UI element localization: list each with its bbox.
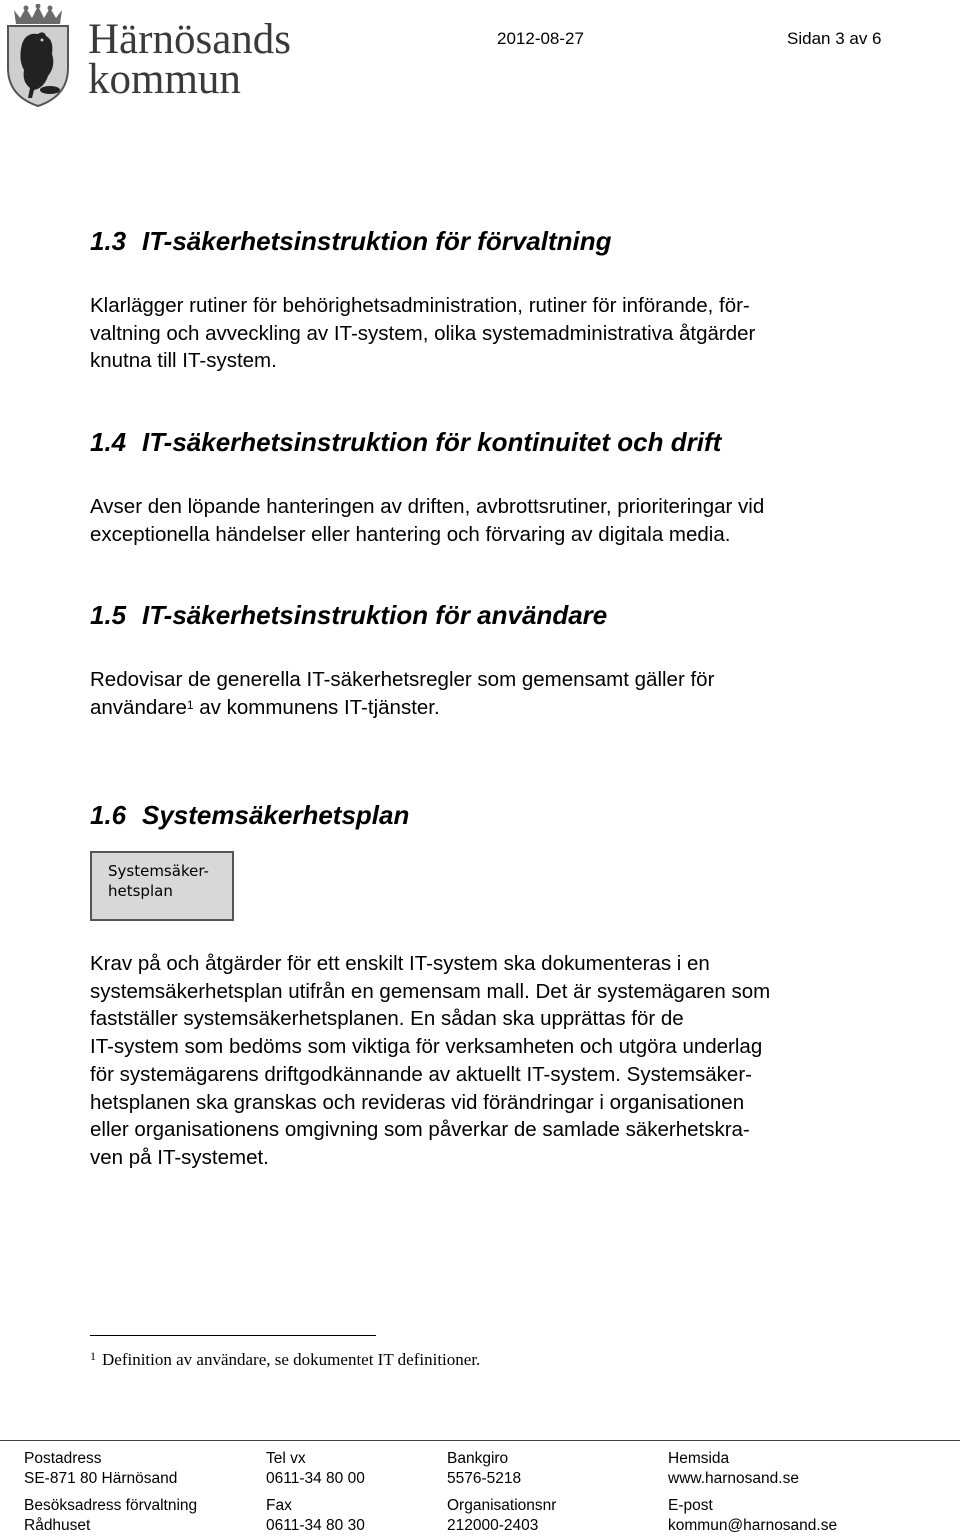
paragraph-line: eller organisationens omgivning som påverkar de samlade säkerhetskra- (90, 1118, 750, 1142)
paragraph-line: knutna till IT-system. (90, 349, 277, 373)
section-paragraph-1-6 (90, 950, 770, 1172)
coat-of-arms-icon (4, 4, 72, 108)
footnote-separator (90, 1335, 376, 1336)
paragraph-line: Klarlägger rutiner för behörighetsadministration, rutiner för införande, för- (90, 294, 750, 317)
footer-column-postal (24, 1449, 197, 1536)
footer-label: Hemsida (668, 1450, 730, 1467)
box-label-line: hetsplan (108, 882, 173, 900)
section-title: IT-säkerhetsinstruktion för användare (142, 600, 608, 630)
paragraph-text: användare (90, 695, 187, 719)
section-paragraph-1-4 (90, 493, 764, 548)
page-number: Sidan 3 av 6 (787, 29, 882, 48)
footnote-text: Definition av användare, se dokumentet IT definitioner. (102, 1350, 481, 1369)
footer-label: Postadress (24, 1450, 102, 1467)
document-date: 2012-08-27 (497, 29, 584, 48)
paragraph-line: Redovisar de generella IT-säkerhetsregler som gemensamt gäller för (90, 668, 715, 691)
footer-website-link[interactable]: www.harnosand.se (668, 1470, 799, 1487)
paragraph-line: ven på IT-systemet. (90, 1145, 269, 1169)
footer-label: Tel vx (266, 1450, 306, 1467)
section-number: 1.5 (90, 600, 127, 630)
footer-column-phone (266, 1449, 365, 1536)
footer-value: 0611-34 80 30 (266, 1517, 365, 1534)
section-title: Systemsäkerhetsplan (142, 800, 410, 830)
section-heading-1-3 (90, 226, 612, 257)
section-heading-1-6 (90, 800, 409, 831)
footer-label: Bankgiro (447, 1450, 509, 1467)
section-paragraph-1-5 (90, 666, 714, 721)
paragraph-line: för systemägarens driftgodkännande av aktuellt IT-system. Systemsäker- (90, 1062, 752, 1086)
section-heading-1-5 (90, 600, 607, 631)
footer-label: Besöksadress förvaltning (24, 1497, 198, 1514)
section-number: 1.3 (90, 226, 127, 256)
section-title: IT-säkerhetsinstruktion för förvaltning (142, 226, 612, 256)
footnote-reference[interactable]: 1 (186, 697, 194, 712)
organization-name (88, 16, 292, 103)
organization-name-line1: Härnösands (88, 16, 292, 63)
section-title: IT-säkerhetsinstruktion för kontinuitet och drift (142, 427, 722, 457)
paragraph-line: valtning och avveckling av IT-system, olika systemadministrativa åtgärder (90, 321, 756, 345)
paragraph-line: Avser den löpande hanteringen av driften, avbrottsrutiner, prioriteringar vid (90, 495, 765, 518)
section-number: 1.4 (90, 427, 127, 457)
section-paragraph-1-3 (90, 292, 755, 375)
footer-column-bank (447, 1449, 556, 1536)
footer-value: SE-871 80 Härnösand (24, 1470, 178, 1487)
paragraph-line: Krav på och åtgärder för ett enskilt IT-system ska dokumenteras i en (90, 952, 710, 975)
footer-value: 5576-5218 (447, 1470, 522, 1487)
paragraph-line: IT-system som bedöms som viktiga för verksamheten och utgöra underlag (90, 1035, 763, 1059)
footer-email-link[interactable]: kommun@harnosand.se (668, 1517, 838, 1534)
document-type-box (90, 851, 234, 921)
section-heading-1-4 (90, 427, 721, 458)
paragraph-line (90, 694, 714, 722)
footer-value: 212000-2403 (447, 1517, 539, 1534)
footer-separator (0, 1440, 960, 1441)
footnote-number: 1 (90, 1349, 96, 1363)
footnote (90, 1350, 480, 1370)
section-number: 1.6 (90, 800, 127, 830)
paragraph-line: hetsplanen ska granskas och revideras vid förändringar i organisationen (90, 1090, 745, 1114)
footer-label: Fax (266, 1497, 292, 1514)
footer-value: Rådhuset (24, 1517, 91, 1534)
paragraph-line: fastställer systemsäkerhetsplanen. En sådan ska upprättas för de (90, 1007, 684, 1031)
organization-name-line2: kommun (88, 56, 241, 103)
paragraph-line: exceptionella händelser eller hantering och förvaring av digitala media. (90, 522, 731, 546)
footer-label: E-post (668, 1497, 713, 1514)
paragraph-line: systemsäkerhetsplan utifrån en gemensam mall. Det är systemägaren som (90, 979, 771, 1003)
footer-column-web (668, 1449, 837, 1536)
footer-label: Organisationsnr (447, 1497, 557, 1514)
footer-value: 0611-34 80 00 (266, 1470, 365, 1487)
paragraph-text: av kommunens IT-tjänster. (193, 695, 440, 719)
box-label-line: Systemsäker- (108, 862, 209, 880)
